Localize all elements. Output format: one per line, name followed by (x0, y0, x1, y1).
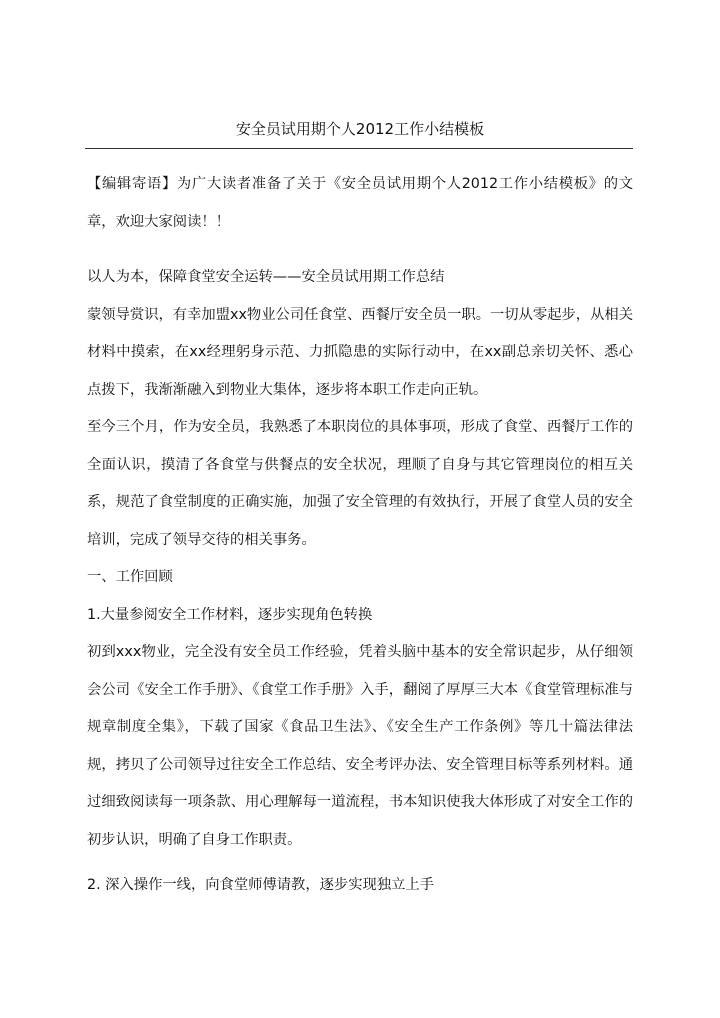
section-heading: 一、工作回顾 (87, 569, 173, 585)
document-body (87, 166, 633, 905)
paragraph-intro: 蒙领导赏识，有幸加盟xx物业公司任食堂、西餐厅安全员一职。一切从零起步，从相关材料中摸索，在xx经理躬身示范、力抓隐患的实际行动中，在xx副总亲切关怀、悉心点拨下，我渐渐融入到物业大集体，逐步将本职工作走向正轨。 (87, 306, 633, 398)
spacer (87, 241, 633, 259)
spacer (87, 859, 633, 867)
item-text-1: 初到xxx物业，完全没有安全员工作经验，凭着头脑中基本的安全常识起步，从仔细领会公司《安全工作手册》、《食堂工作手册》入手，翻阅了厚厚三大本《食堂管理标准与规章制度全集》，下载了国家《食品卫生法》、《安全生产工作条例》等几十篇法律法规，拷贝了公司领导过往安全工作总结、安全考评办法、安全管理目标等系列材料。通过细致阅读每一项条款、用心理解每一道流程，书本知识使我大体形成了对安全工作的初步认识，明确了自身工作职责。 (87, 644, 633, 848)
item-heading-2: 2. 深入操作一线，向食堂师傅请教，逐步实现独立上手 (87, 877, 435, 893)
item-heading-1: 1.大量参阅安全工作材料，逐步实现角色转换 (87, 606, 373, 623)
document-title: 安全员试用期个人2012工作小结模板 (235, 120, 485, 138)
editor-note: 【编辑寄语】为广大读者准备了关于《安全员试用期个人2012工作小结模板》的文章，欢迎大家阅读！！ (87, 176, 633, 230)
title-divider (85, 148, 633, 149)
article-subtitle: 以人为本，保障食堂安全运转——安全员试用期工作总结 (87, 269, 445, 285)
paragraph-summary: 至今三个月，作为安全员，我熟悉了本职岗位的具体事项，形成了食堂、西餐厅工作的全面认识，摸清了各食堂与供餐点的安全状况，理顺了自身与其它管理岗位的相互关系，规范了食堂制度的正确实施，加强了安全管理的有效执行，开展了食堂人员的安全培训，完成了领导交待的相关事务。 (87, 419, 633, 548)
